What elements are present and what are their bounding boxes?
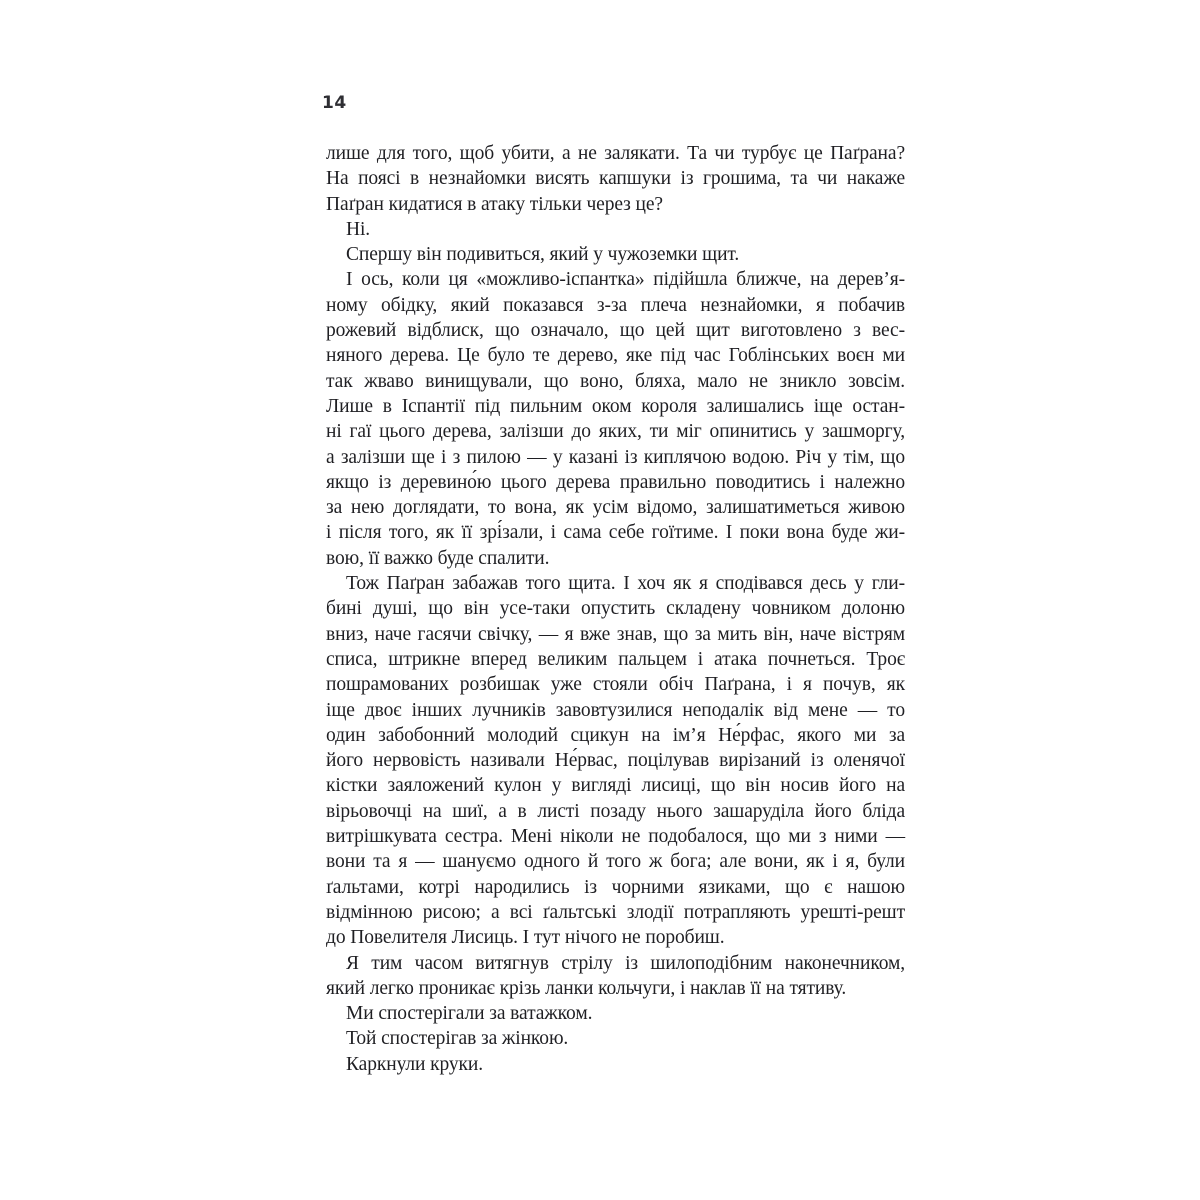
paragraph — [326, 1052, 905, 1077]
text-line: до Повелителя Лисиць. І тут нічого не поробиш. — [326, 927, 725, 949]
text-line: Ні. — [346, 218, 371, 240]
text-line: відмінною рисою; а всі ґальтські злодії потрапляють урешті-решт — [326, 901, 905, 923]
text-line: Я тим часом витягнув стрілу із шилоподібним наконечником, — [346, 952, 905, 974]
text-line: кістки заяложений кулон у вигляді лисиці, що він носив його на — [326, 775, 905, 797]
text-line: якщо із деревино́ю цього дерева правильно поводитись і належно — [326, 471, 905, 493]
text-line: за нею доглядати, то вона, як усім відомо, залишатиметься живою — [326, 497, 905, 519]
text-line: вони та я — шануємо одного й того ж бога; але вони, як і я, були — [326, 851, 905, 873]
text-line: няного дерева. Це було те дерево, яке під час Гоблінських воєн ми — [326, 345, 905, 367]
paragraph — [326, 217, 905, 242]
paragraph — [326, 1001, 905, 1026]
text-line: вірьовочці на шиї, а в листі позаду нього зашаруділа його бліда — [326, 800, 905, 822]
text-line: Той спостерігав за жінкою. — [346, 1028, 569, 1050]
text-line: який легко проникає крізь ланки кольчуги, і наклав її на тятиву. — [326, 977, 847, 999]
text-line: Спершу він подивиться, який у чужоземки щит. — [346, 244, 740, 266]
text-line: Лише в Іспантії під пильним оком короля залишались іще остан- — [326, 395, 905, 417]
text-line: Паґран кидатися в атаку тільки через це? — [326, 193, 663, 215]
text-line: На поясі в незнайомки висять капшуки із грошима, та чи накаже — [326, 168, 905, 190]
paragraph — [326, 141, 905, 217]
text-line: іще двоє інших лучників завовтузилися неподалік від мене — то — [326, 699, 905, 721]
paragraph — [326, 242, 905, 267]
paragraph — [326, 951, 905, 1002]
text-line: І ось, коли ця «можливо-іспантка» підійшла ближче, на дерев’я- — [346, 269, 905, 291]
paragraph — [326, 571, 905, 950]
text-block — [326, 141, 905, 1077]
text-line: ні гаї цього дерева, залізши до яких, ти міг опинитись у зашморгу, — [326, 421, 905, 443]
text-line: Тож Паґран забажав того щита. І хоч як я сподівався десь у гли- — [346, 573, 905, 595]
text-line: так жваво винищували, що воно, бляха, мало не зникло зовсім. — [326, 370, 905, 392]
text-line: пошрамованих розбишак уже стояли обіч Паґрана, і я почув, як — [326, 674, 905, 696]
text-line: списа, штрикне вперед великим пальцем і атака почнеться. Троє — [326, 648, 905, 670]
text-line: вою, її важко буде спалити. — [326, 547, 550, 569]
text-line: витрішкувата сестра. Мені ніколи не подобалося, що ми з ними — — [326, 826, 905, 848]
text-line: ному обідку, який показався з-за плеча незнайомки, я побачив — [326, 294, 905, 316]
text-line: бині душі, що він усе-таки опустить складену човником долоню — [326, 598, 905, 620]
page-number: 14 — [322, 93, 347, 113]
text-line: рожевий відблиск, що означало, що цей щит виготовлено з вес- — [326, 320, 905, 342]
text-line: а залізши ще і з пилою — у казані із киплячою водою. Річ у тім, що — [326, 446, 905, 468]
text-line: ґальтами, котрі народились із чорними язиками, що є нашою — [326, 876, 905, 898]
text-line: його нервовість називали Не́рвас, поцілував вирізаний із оленячої — [326, 750, 905, 772]
text-line: і після того, як її зрі́зали, і сама себе гоїтиме. І поки вона буде жи- — [326, 522, 905, 544]
text-line: вниз, наче гасячи свічку, — я вже знав, що за мить він, наче вістрям — [326, 623, 905, 645]
text-line: Каркнули круки. — [346, 1053, 483, 1075]
text-line: один забобонний молодий сцикун на ім’я Не́рфас, якого ми за — [326, 724, 905, 746]
text-line: Ми спостерігали за ватажком. — [346, 1003, 593, 1025]
paragraph — [326, 267, 905, 571]
paragraph — [326, 1026, 905, 1051]
text-line: лише для того, щоб убити, а не залякати. Та чи турбує це Паґрана? — [326, 143, 905, 164]
